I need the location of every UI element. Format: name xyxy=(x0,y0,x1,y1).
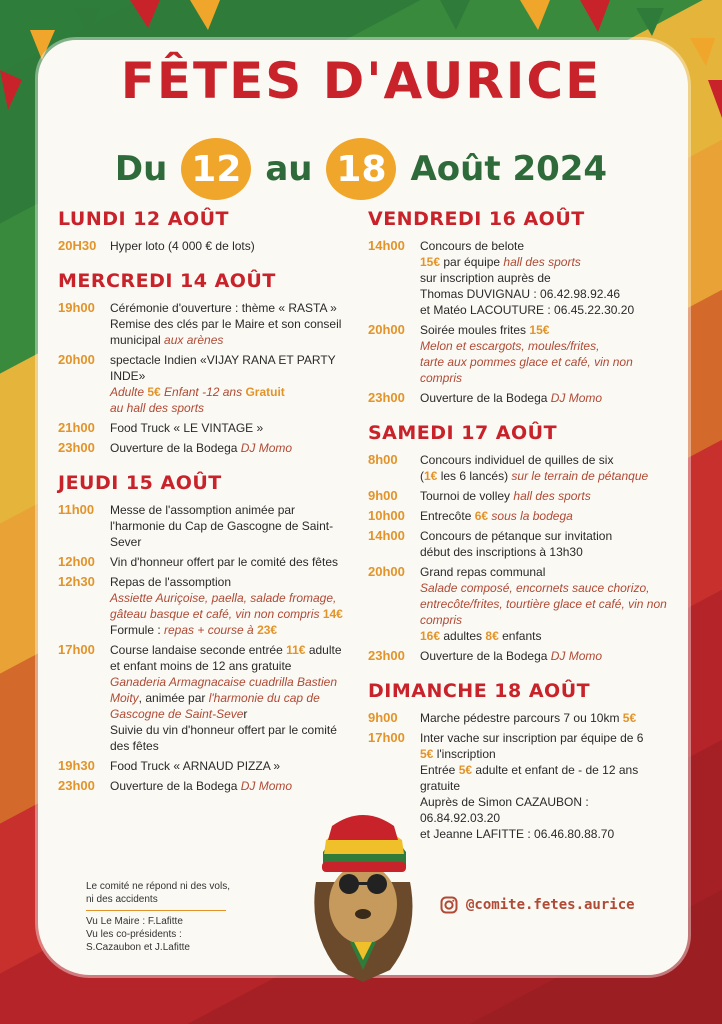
event-line xyxy=(110,502,348,518)
event-row xyxy=(368,528,668,560)
event-row xyxy=(368,710,668,726)
footnote xyxy=(86,880,256,954)
event-line xyxy=(420,488,668,504)
event-line xyxy=(110,706,348,722)
event-row xyxy=(368,452,668,484)
event-line xyxy=(110,658,348,674)
event-line xyxy=(420,628,668,644)
event-text: 11€ xyxy=(286,643,306,657)
event-time: 12h30 xyxy=(58,574,95,589)
event-line xyxy=(110,332,348,348)
event-line xyxy=(110,420,348,436)
event-text: Assiette Auriçoise, paella, salade fromage, xyxy=(110,591,337,605)
event-text: 14€ xyxy=(322,607,343,621)
event-line xyxy=(420,580,668,596)
event-text: Food Truck « ARNAUD PIZZA » xyxy=(110,759,281,773)
event-text: Ouverture de la Bodega xyxy=(110,779,241,793)
event-line xyxy=(420,254,668,270)
event-time: 11h00 xyxy=(58,502,95,517)
event-time: 23h00 xyxy=(58,440,95,455)
event-line xyxy=(420,354,668,386)
event-text: Auprès de Simon CAZAUBON : 06.84.92.03.20 xyxy=(420,795,589,825)
event-line xyxy=(110,722,348,738)
date-start-badge: 12 xyxy=(181,138,251,200)
footnote-line: Le comité ne répond ni des vols, xyxy=(86,881,230,892)
event-line xyxy=(420,730,668,746)
event-line xyxy=(110,400,348,416)
event-line xyxy=(110,690,348,706)
event-time: 14h00 xyxy=(368,238,405,253)
event-line xyxy=(110,674,348,690)
event-line xyxy=(110,642,348,658)
event-text: 15€ xyxy=(529,323,550,337)
event-text: adulte xyxy=(305,643,342,657)
event-line xyxy=(420,528,668,544)
event-description xyxy=(420,730,668,842)
event-line xyxy=(110,622,348,638)
event-text: , animée par xyxy=(138,691,209,705)
event-description xyxy=(110,574,348,638)
event-line xyxy=(420,338,668,354)
event-text: 15€ xyxy=(420,255,441,269)
event-time: 14h00 xyxy=(368,528,405,543)
event-line xyxy=(420,544,668,560)
event-line xyxy=(420,648,668,664)
date-end-badge: 18 xyxy=(326,138,396,200)
date-au: au xyxy=(265,149,313,189)
event-time: 19h00 xyxy=(58,300,95,315)
event-row xyxy=(58,238,348,254)
event-text: Food Truck « LE VINTAGE » xyxy=(110,421,264,435)
poster-title: FÊTES D'AURICE xyxy=(120,52,602,110)
event-description xyxy=(110,758,348,774)
event-text: Remise des clés par le Maire et son conseil xyxy=(110,317,342,331)
event-line xyxy=(420,508,668,524)
event-text: Concours de belote xyxy=(420,239,525,253)
event-text: les 6 lancés) xyxy=(437,469,512,483)
event-text: gâteau basque et café, vin non compris xyxy=(110,607,323,621)
event-text: et Jeanne LAFITTE : 06.46.80.88.70 xyxy=(420,827,615,841)
program-right-column xyxy=(368,208,668,858)
event-time: 20H30 xyxy=(58,238,97,253)
event-text: Inter vache sur inscription par équipe de 6 xyxy=(420,731,644,745)
event-text: spectacle Indien «VIJAY RANA ET PARTY INDE» xyxy=(110,353,336,383)
event-text: l'inscription xyxy=(433,747,496,761)
event-text: des fêtes xyxy=(110,739,159,753)
footnote-divider xyxy=(86,910,226,911)
event-text: Grand repas communal xyxy=(420,565,546,579)
event-text: aux arènes xyxy=(164,333,224,347)
event-text: Ouverture de la Bodega xyxy=(420,649,551,663)
day-section xyxy=(58,472,348,794)
event-text: 5€ xyxy=(458,763,473,777)
day-heading: LUNDI 12 AOÛT xyxy=(58,208,230,230)
event-text: Marche pédestre parcours 7 ou 10km xyxy=(420,711,623,725)
event-text: Gratuit xyxy=(245,385,285,399)
day-section xyxy=(58,270,348,456)
event-description xyxy=(420,508,668,524)
event-text: hall des sports xyxy=(513,489,591,503)
event-line xyxy=(110,316,348,332)
event-time: 19h30 xyxy=(58,758,95,773)
event-time: 20h00 xyxy=(58,352,95,367)
event-text: Hyper loto (4 000 € de lots) xyxy=(110,239,255,253)
event-text: DJ Momo xyxy=(240,441,293,455)
event-description xyxy=(420,564,668,644)
event-text: Suivie du vin d'honneur offert par le comité xyxy=(110,723,337,737)
event-line xyxy=(420,826,668,842)
event-description xyxy=(420,488,668,504)
date-range xyxy=(0,138,722,200)
event-description xyxy=(420,390,668,406)
event-text: Gascogne de Saint-Seve xyxy=(110,707,244,721)
event-time: 23h00 xyxy=(58,778,95,793)
event-text: enfants xyxy=(498,629,542,643)
event-text: Thomas DUVIGNAU : 06.42.98.92.46 xyxy=(420,287,621,301)
event-text: hall des sports xyxy=(503,255,581,269)
day-heading: MERCREDI 14 AOÛT xyxy=(58,270,276,292)
day-section xyxy=(368,422,668,664)
event-text: sur inscription auprès de xyxy=(420,271,551,285)
event-time: 20h00 xyxy=(368,564,405,579)
event-text: au hall des sports xyxy=(110,401,205,415)
event-row xyxy=(58,420,348,436)
event-time: 23h00 xyxy=(368,390,405,405)
day-section xyxy=(368,208,668,406)
event-line xyxy=(110,738,348,754)
event-row xyxy=(368,564,668,644)
event-text: 5€ xyxy=(420,747,434,761)
event-line xyxy=(420,286,668,302)
event-text: entrecôte/frites, tourtière glace et café, vin non compris xyxy=(420,597,667,627)
event-line xyxy=(420,270,668,286)
event-row xyxy=(368,238,668,318)
instagram-handle-text: @comite.fetes.aurice xyxy=(466,897,635,913)
event-time: 17h00 xyxy=(368,730,405,745)
event-row xyxy=(58,300,348,348)
event-text: municipal xyxy=(110,333,165,347)
event-line xyxy=(420,390,668,406)
event-text: Messe de l'assomption animée par xyxy=(110,503,296,517)
event-line xyxy=(420,746,668,762)
day-section xyxy=(58,208,348,254)
event-description xyxy=(110,238,348,254)
event-text: Course landaise seconde entrée xyxy=(110,643,287,657)
footnote-line: Vu les co-présidents : xyxy=(86,929,182,940)
event-description xyxy=(420,648,668,664)
event-text: Ouverture de la Bodega xyxy=(420,391,551,405)
event-row xyxy=(58,554,348,570)
event-line xyxy=(420,710,668,726)
event-line xyxy=(420,596,668,628)
event-description xyxy=(110,502,348,550)
event-text: l'harmonie du cap de xyxy=(208,691,320,705)
event-text: tarte aux pommes glace et café, vin non compris xyxy=(420,355,633,385)
event-text: Cérémonie d'ouverture : thème « RASTA » xyxy=(110,301,337,315)
event-row xyxy=(58,440,348,456)
event-line xyxy=(420,468,668,484)
event-description xyxy=(420,322,668,386)
event-line xyxy=(110,440,348,456)
event-row xyxy=(58,758,348,774)
event-text: Concours de pétanque sur invitation xyxy=(420,529,613,543)
event-text: 1€ xyxy=(424,469,438,483)
event-row xyxy=(58,502,348,550)
event-line xyxy=(420,238,668,254)
event-text: Entrée xyxy=(420,763,459,777)
event-text: 8€ xyxy=(485,629,499,643)
event-text: repas + course à xyxy=(164,623,258,637)
event-text: début des inscriptions à 13h30 xyxy=(420,545,583,559)
event-text: adulte et enfant de - de 12 ans gratuite xyxy=(420,763,639,793)
instagram-icon xyxy=(440,896,458,914)
event-text: sous la bodega xyxy=(488,509,573,523)
footnote-line: ni des accidents xyxy=(86,894,158,905)
event-line xyxy=(110,518,348,550)
event-text: 5€ xyxy=(147,385,161,399)
event-line xyxy=(110,590,348,606)
event-time: 12h00 xyxy=(58,554,95,569)
event-row xyxy=(368,488,668,504)
day-heading: SAMEDI 17 AOÛT xyxy=(368,422,558,444)
event-text: Entrecôte xyxy=(420,509,475,523)
event-line xyxy=(110,554,348,570)
event-text: 23€ xyxy=(257,623,278,637)
event-description xyxy=(110,642,348,754)
event-time: 9h00 xyxy=(368,710,398,725)
event-description xyxy=(110,300,348,348)
event-line xyxy=(110,574,348,590)
event-text: Soirée moules frites xyxy=(420,323,530,337)
event-description xyxy=(110,440,348,456)
event-text: DJ Momo xyxy=(240,779,293,793)
event-text: adultes xyxy=(440,629,486,643)
event-text: DJ Momo xyxy=(550,649,603,663)
event-text: Formule : xyxy=(110,623,165,637)
event-description xyxy=(420,452,668,484)
event-line xyxy=(110,352,348,384)
event-time: 10h00 xyxy=(368,508,405,523)
event-line xyxy=(420,794,668,826)
date-du: Du xyxy=(114,149,168,189)
event-line xyxy=(110,758,348,774)
event-line xyxy=(420,762,668,794)
event-text: Repas de l'assomption xyxy=(110,575,232,589)
event-line xyxy=(110,384,348,400)
event-text: l'harmonie du Cap de Gascogne de Saint-Sever xyxy=(110,519,334,549)
event-description xyxy=(110,554,348,570)
instagram-handle[interactable] xyxy=(440,896,635,914)
event-row xyxy=(58,574,348,638)
event-line xyxy=(110,606,348,622)
event-time: 20h00 xyxy=(368,322,405,337)
event-text: 6€ xyxy=(474,509,489,523)
event-line xyxy=(420,452,668,468)
event-text: Vin d'honneur offert par le comité des fêtes xyxy=(110,555,338,569)
rasta-lion-mascot xyxy=(298,792,428,982)
footnote-line: Vu Le Maire : F.Lafitte xyxy=(86,916,183,927)
event-text: 16€ xyxy=(420,629,441,643)
event-text: Enfant -12 ans xyxy=(160,385,246,399)
event-time: 21h00 xyxy=(58,420,95,435)
footnote-line: S.Cazaubon et J.Lafitte xyxy=(86,942,190,953)
event-text: 5€ xyxy=(622,711,637,725)
event-row xyxy=(368,390,668,406)
event-row xyxy=(58,352,348,416)
event-time: 23h00 xyxy=(368,648,405,663)
event-text: Salade composé, encornets sauce chorizo, xyxy=(420,581,650,595)
event-description xyxy=(420,238,668,318)
event-line xyxy=(420,322,668,338)
event-description xyxy=(110,420,348,436)
event-text: Tournoi de volley xyxy=(420,489,514,503)
event-text: Moity xyxy=(110,691,139,705)
event-text: sur le terrain de pétanque xyxy=(511,469,649,483)
event-time: 8h00 xyxy=(368,452,398,467)
event-description xyxy=(110,352,348,416)
date-month-year: Août 2024 xyxy=(410,149,608,189)
event-text: Adulte xyxy=(110,385,148,399)
event-row xyxy=(368,508,668,524)
event-text: DJ Momo xyxy=(550,391,603,405)
event-line xyxy=(110,238,348,254)
event-text: Melon et escargots, moules/frites, xyxy=(420,339,600,353)
day-heading: VENDREDI 16 AOÛT xyxy=(368,208,585,230)
event-text: ( xyxy=(420,469,424,483)
event-text: Ouverture de la Bodega xyxy=(110,441,241,455)
event-line xyxy=(420,302,668,318)
event-row xyxy=(368,648,668,664)
event-time: 17h00 xyxy=(58,642,95,657)
event-text: Concours individuel de quilles de six xyxy=(420,453,614,467)
event-text: par équipe xyxy=(440,255,504,269)
event-description xyxy=(420,710,668,726)
event-line xyxy=(110,300,348,316)
program-left-column xyxy=(58,208,348,810)
day-heading: JEUDI 15 AOÛT xyxy=(58,472,222,494)
event-time: 9h00 xyxy=(368,488,398,503)
day-heading: DIMANCHE 18 AOÛT xyxy=(368,680,591,702)
event-description xyxy=(420,528,668,560)
event-text: Ganaderia Armagnacaise cuadrilla Bastien xyxy=(110,675,338,689)
event-text: r xyxy=(243,707,248,721)
event-text: et Matéo LACOUTURE : 06.45.22.30.20 xyxy=(420,303,635,317)
event-text: et enfant moins de 12 ans gratuite xyxy=(110,659,292,673)
event-row xyxy=(368,322,668,386)
event-row xyxy=(58,642,348,754)
event-line xyxy=(420,564,668,580)
